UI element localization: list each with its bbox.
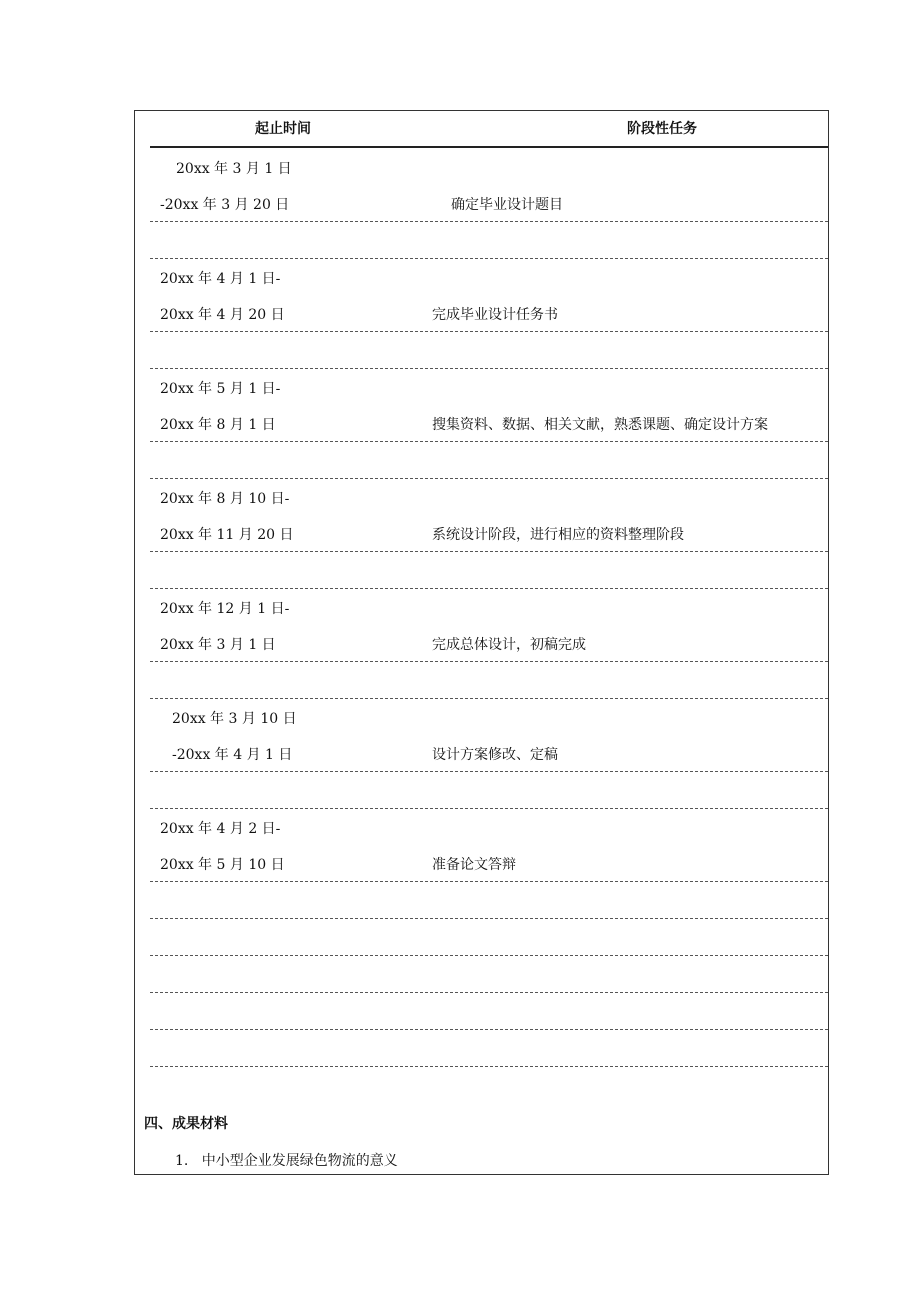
row-6-end: -20xx 年 4 月 1 日	[172, 747, 293, 763]
row-7-task: 准备论文答辩	[432, 857, 516, 873]
list-item-text: 中小型企业发展绿色物流的意义	[201, 1153, 398, 1169]
row-divider	[150, 918, 828, 919]
row-1-end: -20xx 年 3 月 20 日	[160, 197, 290, 213]
row-7-end: 20xx 年 5 月 10 日	[160, 857, 285, 873]
row-divider	[150, 661, 828, 662]
row-1-start: 20xx 年 3 月 1 日	[176, 161, 292, 177]
row-divider	[150, 1029, 828, 1030]
row-divider	[150, 881, 828, 882]
row-divider	[150, 1066, 828, 1067]
row-divider	[150, 331, 828, 332]
row-divider	[150, 588, 828, 589]
header-time: 起止时间	[255, 121, 311, 137]
row-6-task: 设计方案修改、定稿	[432, 747, 558, 763]
row-divider	[150, 368, 828, 369]
row-2-task: 完成毕业设计任务书	[432, 307, 558, 323]
row-5-task: 完成总体设计，初稿完成	[432, 637, 586, 653]
row-divider	[150, 551, 828, 552]
row-3-start: 20xx 年 5 月 1 日-	[160, 381, 281, 397]
row-1-task: 确定毕业设计题目	[451, 197, 563, 213]
row-5-end: 20xx 年 3 月 1 日	[160, 637, 276, 653]
row-divider	[150, 808, 828, 809]
row-divider	[150, 955, 828, 956]
row-divider	[150, 992, 828, 993]
row-divider	[150, 258, 828, 259]
row-2-start: 20xx 年 4 月 1 日-	[160, 271, 281, 287]
header-divider	[150, 146, 828, 148]
row-divider	[150, 478, 828, 479]
row-2-end: 20xx 年 4 月 20 日	[160, 307, 285, 323]
row-7-start: 20xx 年 4 月 2 日-	[160, 821, 281, 837]
row-3-end: 20xx 年 8 月 1 日	[160, 417, 276, 433]
header-task: 阶段性任务	[627, 121, 697, 137]
list-item-number: 1.	[175, 1153, 189, 1169]
row-3-task: 搜集资料、数据、相关文献，熟悉课题、确定设计方案	[432, 417, 768, 433]
row-divider	[150, 441, 828, 442]
row-4-end: 20xx 年 11 月 20 日	[160, 527, 294, 543]
row-divider	[150, 698, 828, 699]
row-5-start: 20xx 年 12 月 1 日-	[160, 601, 290, 617]
row-divider	[150, 221, 828, 222]
row-divider	[150, 771, 828, 772]
row-4-task: 系统设计阶段，进行相应的资料整理阶段	[432, 527, 684, 543]
list-item	[175, 1150, 398, 1170]
section-title: 四、成果材料	[144, 1116, 228, 1132]
row-4-start: 20xx 年 8 月 10 日-	[160, 491, 290, 507]
row-6-start: 20xx 年 3 月 10 日	[172, 711, 297, 727]
